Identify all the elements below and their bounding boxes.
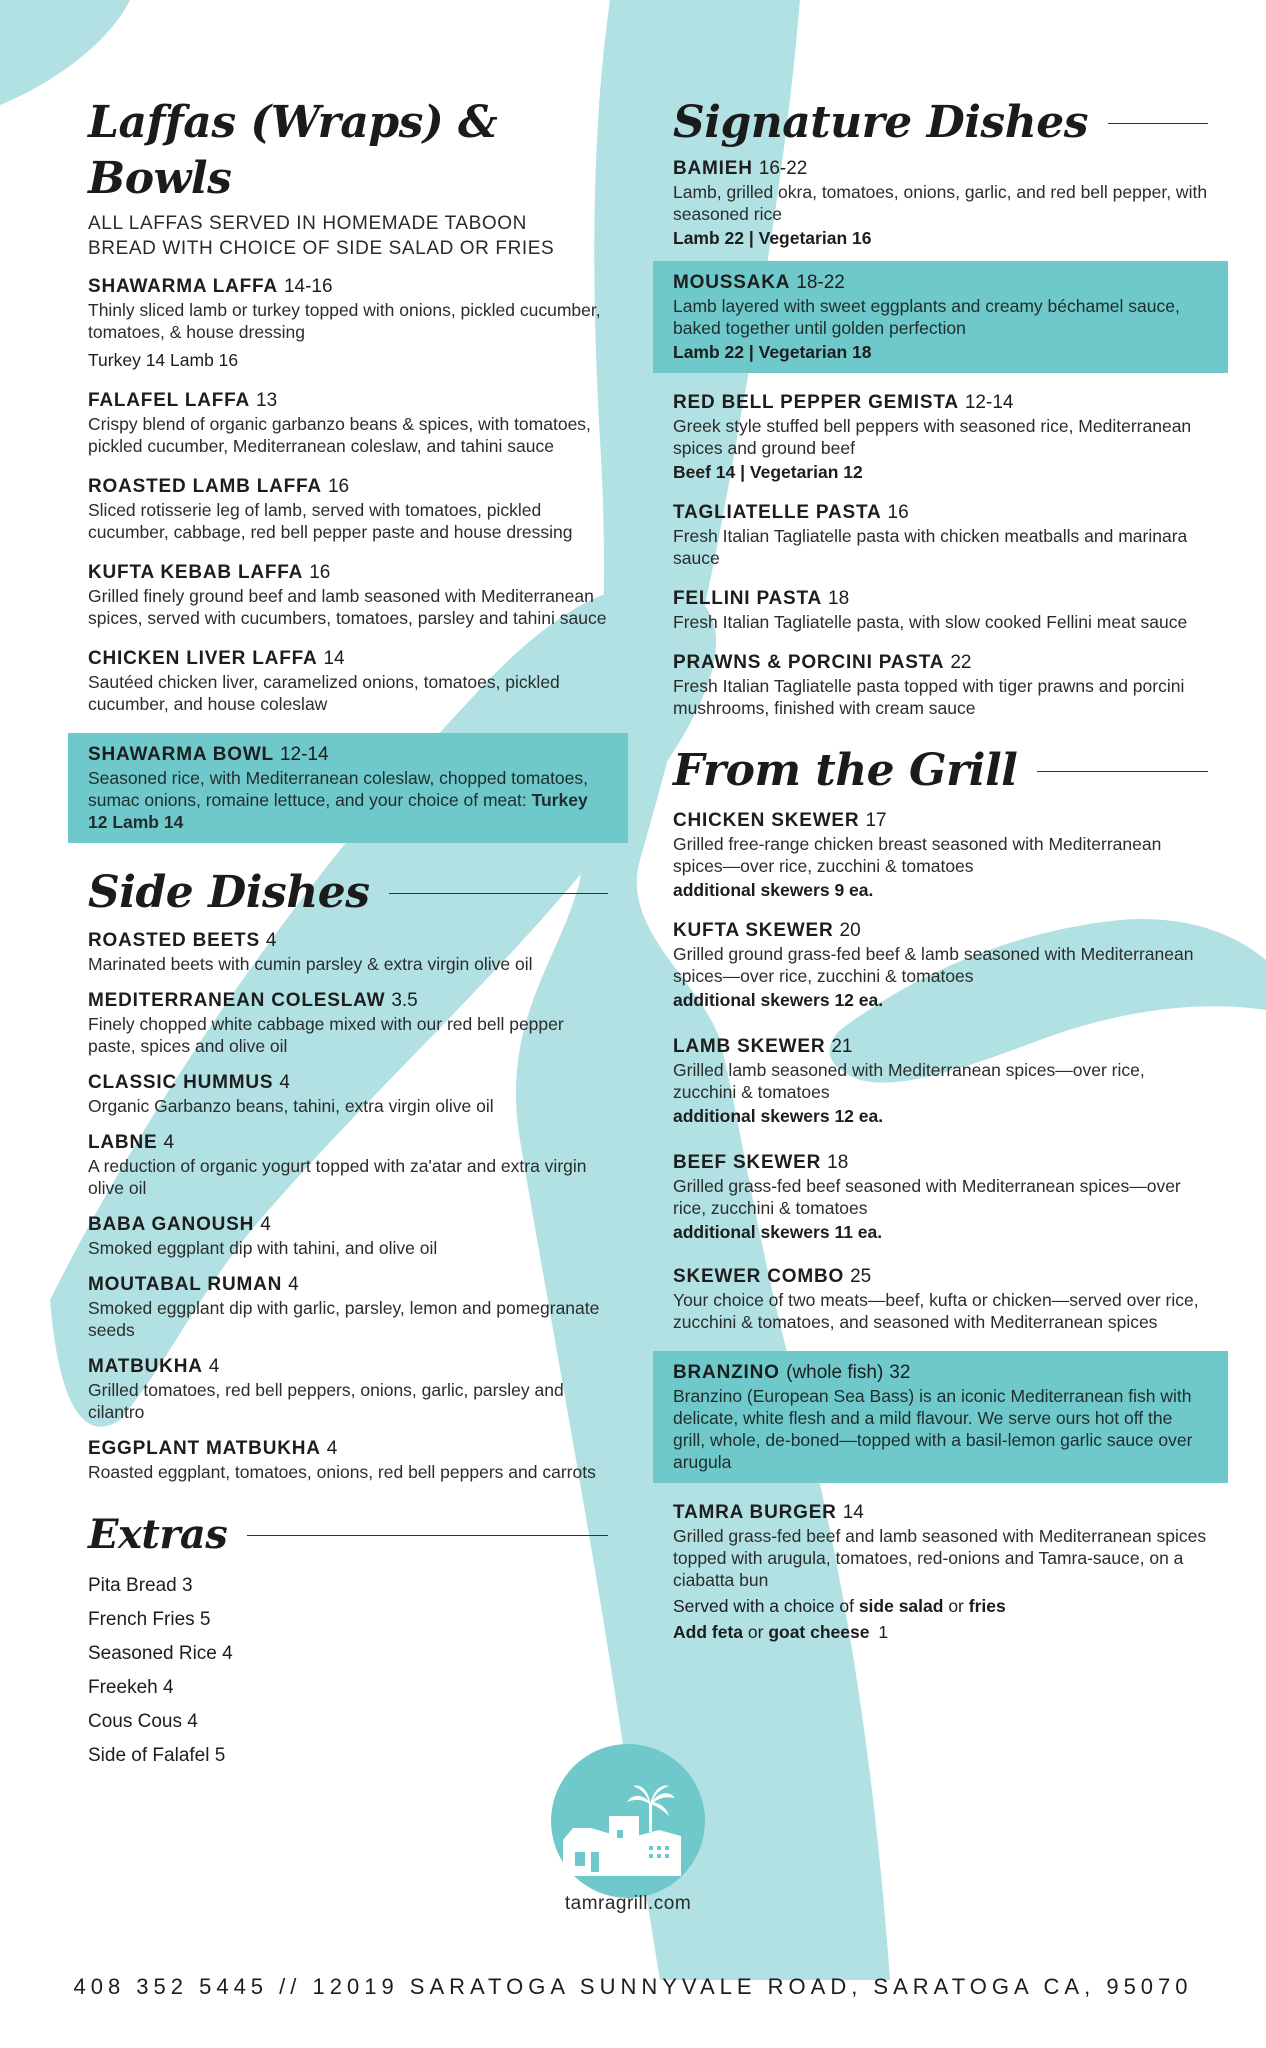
item-description: Grilled free-range chicken breast seasoned with Mediterranean spices—over rice, zucchini & tomatoes — [673, 834, 1162, 876]
item-name: EGGPLANT MATBUKHA — [88, 1438, 321, 1459]
item-description: Smoked eggplant dip with tahini, and olive oil — [88, 1238, 438, 1258]
item-name: KUFTA SKEWER — [673, 920, 834, 941]
item-price: 12-14 — [279, 744, 329, 765]
menu-item-shawarma-bowl — [68, 733, 628, 843]
item-description: Lamb layered with sweet eggplants and creamy béchamel sauce, baked together until golden perfection — [673, 296, 1180, 338]
menu-item-baba-ganoush — [88, 1213, 608, 1259]
item-name: TAMRA BURGER — [673, 1502, 837, 1523]
addon-text: or — [747, 1622, 764, 1642]
item-description: Fresh Italian Tagliatelle pasta with chicken meatballs and marinara sauce — [673, 526, 1188, 568]
item-description: Sautéed chicken liver, caramelized onions, tomatoes, pickled cucumber, and house coleslaw — [88, 672, 560, 714]
item-description: Lamb, grilled okra, tomatoes, onions, garlic, and red bell pepper, with seasoned rice — [673, 182, 1208, 224]
item-name: LABNE — [88, 1132, 158, 1153]
item-name: PRAWNS & PORCINI PASTA — [673, 652, 945, 673]
item-options: Lamb 22 | Vegetarian 16 — [673, 228, 872, 248]
item-price: 3.5 — [391, 990, 418, 1011]
item-price: 16 — [309, 562, 331, 583]
menu-item-labne — [88, 1131, 608, 1199]
item-price: 14 — [323, 648, 345, 669]
menu-item-classic-hummus — [88, 1071, 608, 1117]
item-name: SKEWER COMBO — [673, 1266, 845, 1287]
item-description — [88, 767, 608, 833]
menu-item-falafel-laffa — [88, 389, 608, 457]
item-description: Thinly sliced lamb or turkey topped with onions, pickled cucumber, tomatoes, & house dressing — [88, 300, 601, 342]
item-name: ROASTED LAMB LAFFA — [88, 476, 322, 497]
addon-goat-cheese: goat cheese — [768, 1622, 870, 1642]
item-options: additional skewers 9 ea. — [673, 880, 874, 900]
laffas-intro-line-1: ALL LAFFAS SERVED IN HOMEMADE TABOON — [88, 213, 528, 234]
extra-price: 5 — [214, 1745, 226, 1766]
signature-heading: Signature Dishes — [673, 97, 1088, 148]
laffas-heading: Laffas (Wraps) & Bowls — [88, 97, 498, 204]
item-description: A reduction of organic yogurt topped with za'atar and extra virgin olive oil — [88, 1156, 587, 1198]
item-name: LAMB SKEWER — [673, 1036, 826, 1057]
menu-item-moutabal-ruman — [88, 1273, 608, 1341]
item-note: (whole fish) — [786, 1362, 884, 1383]
right-column — [673, 95, 1208, 1661]
item-name: SHAWARMA LAFFA — [88, 276, 278, 297]
laffas-intro-line-2: BREAD WITH CHOICE OF SIDE SALAD OR FRIES — [88, 238, 555, 259]
website-url: tamragrill.com — [564, 1893, 692, 1914]
item-price: 4 — [163, 1132, 175, 1153]
footer-address: 408 352 5445 // 12019 SARATOGA SUNNYVALE ROAD, SARATOGA CA, 95070 — [73, 1974, 1193, 1999]
extra-item — [88, 1739, 608, 1773]
menu-item-bamieh — [673, 157, 1208, 249]
bowl-description-text: Seasoned rice, with Mediterranean coleslaw, chopped tomatoes, sumac onions, romaine lettuce, and your choice of meat: — [88, 768, 589, 810]
menu-item-matbukha — [88, 1355, 608, 1423]
item-price: 21 — [831, 1036, 853, 1057]
extras-list — [88, 1569, 608, 1773]
menu-item-mediterranean-coleslaw — [88, 989, 608, 1057]
item-name: CLASSIC HUMMUS — [88, 1072, 274, 1093]
item-name: CHICKEN SKEWER — [673, 810, 860, 831]
extra-name: Pita Bread — [88, 1575, 177, 1596]
item-description: Branzino (European Sea Bass) is an iconic Mediterranean fish with delicate, white flesh and a mild flavour. We serve ours hot off the grill, whole, de-boned—topped with a basil-lemon garlic sauce over arugula — [673, 1386, 1193, 1472]
item-description: Grilled lamb seasoned with Mediterranean spices—over rice, zucchini & tomatoes — [673, 1060, 1145, 1102]
item-description: Roasted eggplant, tomatoes, onions, red bell peppers and carrots — [88, 1462, 596, 1482]
extra-price: 4 — [162, 1677, 174, 1698]
item-description: Sliced rotisserie leg of lamb, served with tomatoes, pickled cucumber, cabbage, red bell pepper paste and house dressing — [88, 500, 573, 542]
extra-name: French Fries — [88, 1609, 195, 1630]
menu-item-chicken-liver-laffa — [88, 647, 608, 715]
item-description: Smoked eggplant dip with garlic, parsley, lemon and pomegranate seeds — [88, 1298, 600, 1340]
item-name: TAGLIATELLE PASTA — [673, 502, 882, 523]
extra-price: 4 — [222, 1643, 233, 1664]
item-options: additional skewers 11 ea. — [673, 1222, 883, 1242]
menu-item-eggplant-matbukha — [88, 1437, 608, 1483]
extra-name: Cous Cous — [88, 1711, 182, 1732]
item-name: MOUTABAL RUMAN — [88, 1274, 283, 1295]
addon-price: 1 — [878, 1622, 889, 1642]
item-description: Crispy blend of organic garbanzo beans & spices, with tomatoes, pickled cucumber, Mediterranean coleslaw, and tahini sauce — [88, 414, 591, 456]
extras-header — [88, 1509, 608, 1561]
item-name: BRANZINO — [673, 1362, 780, 1383]
item-price: 22 — [950, 652, 972, 673]
item-price: 16 — [887, 502, 909, 523]
item-name: BAMIEH — [673, 158, 753, 179]
menu-item-beef-skewer — [673, 1151, 1208, 1243]
side-dishes-list — [88, 929, 608, 1483]
item-price: 4 — [326, 1438, 338, 1459]
item-name: MATBUKHA — [88, 1356, 203, 1377]
menu-item-lamb-skewer — [673, 1035, 1208, 1127]
menu-item-roasted-beets — [88, 929, 608, 975]
menu-item-fellini-pasta — [673, 587, 1208, 633]
extra-price: 3 — [182, 1575, 193, 1596]
item-price: 12-14 — [964, 392, 1014, 413]
item-description: Marinated beets with cumin parsley & extra virgin olive oil — [88, 954, 533, 974]
menu-item-prawns-porcini-pasta — [673, 651, 1208, 719]
left-column — [88, 95, 608, 1773]
burger-add-ons — [673, 1621, 1208, 1643]
item-price: 14-16 — [283, 276, 333, 297]
item-name: ROASTED BEETS — [88, 930, 260, 951]
extra-item — [88, 1705, 608, 1739]
menu-item-skewer-combo — [673, 1265, 1208, 1333]
item-price: 25 — [850, 1266, 872, 1287]
extra-price: 5 — [199, 1609, 211, 1630]
menu-item-chicken-skewer — [673, 809, 1208, 901]
item-name: FELLINI PASTA — [673, 588, 823, 609]
item-price: 20 — [839, 920, 861, 941]
extra-item — [88, 1603, 608, 1637]
heading-rule — [1037, 771, 1208, 772]
extras-heading: Extras — [88, 1511, 228, 1558]
item-name: CHICKEN LIVER LAFFA — [88, 648, 318, 669]
item-name: FALAFEL LAFFA — [88, 390, 251, 411]
grill-heading: From the Grill — [673, 745, 1018, 796]
item-description: Finely chopped white cabbage mixed with our red bell pepper paste, spices and olive oil — [88, 1014, 564, 1056]
heading-rule — [247, 1535, 608, 1536]
extra-name: Freekeh — [88, 1677, 158, 1698]
item-price: 13 — [256, 390, 278, 411]
menu-item-moussaka — [653, 261, 1228, 373]
tamra-logo — [551, 1744, 705, 1898]
item-name: BEEF SKEWER — [673, 1152, 822, 1173]
item-name: RED BELL PEPPER GEMISTA — [673, 392, 959, 413]
served-option-fries: fries — [968, 1596, 1006, 1616]
item-description: Your choice of two meats—beef, kufta or chicken—served over rice, zucchini & tomatoes, and seasoned with Mediterranean spices — [673, 1290, 1199, 1332]
item-name: MEDITERRANEAN COLESLAW — [88, 990, 386, 1011]
item-options: Turkey 14 Lamb 16 — [88, 350, 239, 370]
served-text: or — [948, 1596, 964, 1616]
item-options: additional skewers 12 ea. — [673, 1106, 884, 1126]
item-price: 17 — [865, 810, 887, 831]
extra-item — [88, 1671, 608, 1705]
served-text: Served with a choice of — [673, 1596, 854, 1616]
menu-item-kufta-skewer — [673, 919, 1208, 1011]
item-price: 32 — [889, 1362, 911, 1383]
extra-name: Side of Falafel — [88, 1745, 210, 1766]
item-description: Grilled tomatoes, red bell peppers, onions, garlic, parsley and cilantro — [88, 1380, 564, 1422]
heading-rule — [389, 893, 608, 894]
item-price: 4 — [288, 1274, 299, 1295]
item-price: 18 — [827, 1152, 849, 1173]
item-name: KUFTA KEBAB LAFFA — [88, 562, 304, 583]
brush-stroke-top-left — [0, 0, 130, 105]
item-options: Beef 14 | Vegetarian 12 — [673, 462, 863, 482]
item-price: 4 — [279, 1072, 290, 1093]
item-price: 18-22 — [796, 272, 845, 293]
item-price: 18 — [828, 588, 850, 609]
item-price: 16-22 — [758, 158, 808, 179]
item-description: Grilled ground grass-fed beef & lamb seasoned with Mediterranean spices—over rice, zucchini & tomatoes — [673, 944, 1194, 986]
menu-item-tamra-burger — [673, 1501, 1208, 1643]
extra-price: 4 — [187, 1711, 198, 1732]
addon-feta: Add feta — [673, 1622, 743, 1642]
item-description: Grilled grass-fed beef seasoned with Mediterranean spices—over rice, zucchini & tomatoes — [673, 1176, 1181, 1218]
laffas-intro — [88, 211, 608, 261]
extra-item — [88, 1569, 608, 1603]
bowl-meat-options: Turkey 12 Lamb 14 — [88, 790, 588, 832]
item-options: Lamb 22 | Vegetarian 18 — [673, 342, 872, 362]
item-price: 4 — [265, 930, 277, 951]
side-dishes-header — [88, 865, 608, 921]
extra-name: Seasoned Rice — [88, 1643, 217, 1664]
item-description: Grilled grass-fed beef and lamb seasoned with Mediterranean spices topped with arugula, tomatoes, red-onions and Tamra-sauce, on a ciabatta bun — [673, 1526, 1207, 1590]
item-name: SHAWARMA BOWL — [88, 744, 274, 765]
grill-header — [673, 743, 1208, 799]
extra-item — [88, 1637, 608, 1671]
side-dishes-heading: Side Dishes — [88, 867, 370, 918]
item-description: Greek style stuffed bell peppers with seasoned rice, Mediterranean spices and ground beef — [673, 416, 1192, 458]
item-description: Organic Garbanzo beans, tahini, extra virgin olive oil — [88, 1096, 494, 1116]
item-description: Grilled finely ground beef and lamb seasoned with Mediterranean spices, served with cucumbers, tomatoes, parsley and tahini sauce — [88, 586, 607, 628]
served-option-salad: side salad — [858, 1596, 944, 1616]
item-description: Fresh Italian Tagliatelle pasta topped with tiger prawns and porcini mushrooms, finished with cream sauce — [673, 676, 1185, 718]
menu-item-roasted-lamb-laffa — [88, 475, 608, 543]
burger-served-with — [673, 1595, 1208, 1617]
item-name: BABA GANOUSH — [88, 1214, 255, 1235]
heading-rule — [1108, 123, 1208, 124]
signature-header — [673, 95, 1208, 151]
menu-item-red-bell-pepper-gemista — [673, 391, 1208, 483]
item-name: MOUSSAKA — [673, 272, 791, 293]
menu-item-branzino — [653, 1351, 1228, 1483]
item-price: 16 — [327, 476, 350, 497]
item-price: 4 — [260, 1214, 271, 1235]
menu-item-shawarma-laffa — [88, 275, 608, 371]
item-description: Fresh Italian Tagliatelle pasta, with slow cooked Fellini meat sauce — [673, 612, 1188, 632]
menu-item-tagliatelle-pasta — [673, 501, 1208, 569]
item-options: additional skewers 12 ea. — [673, 990, 884, 1010]
item-price: 14 — [842, 1502, 864, 1523]
item-price: 4 — [208, 1356, 220, 1377]
menu-item-kufta-kebab-laffa — [88, 561, 608, 629]
